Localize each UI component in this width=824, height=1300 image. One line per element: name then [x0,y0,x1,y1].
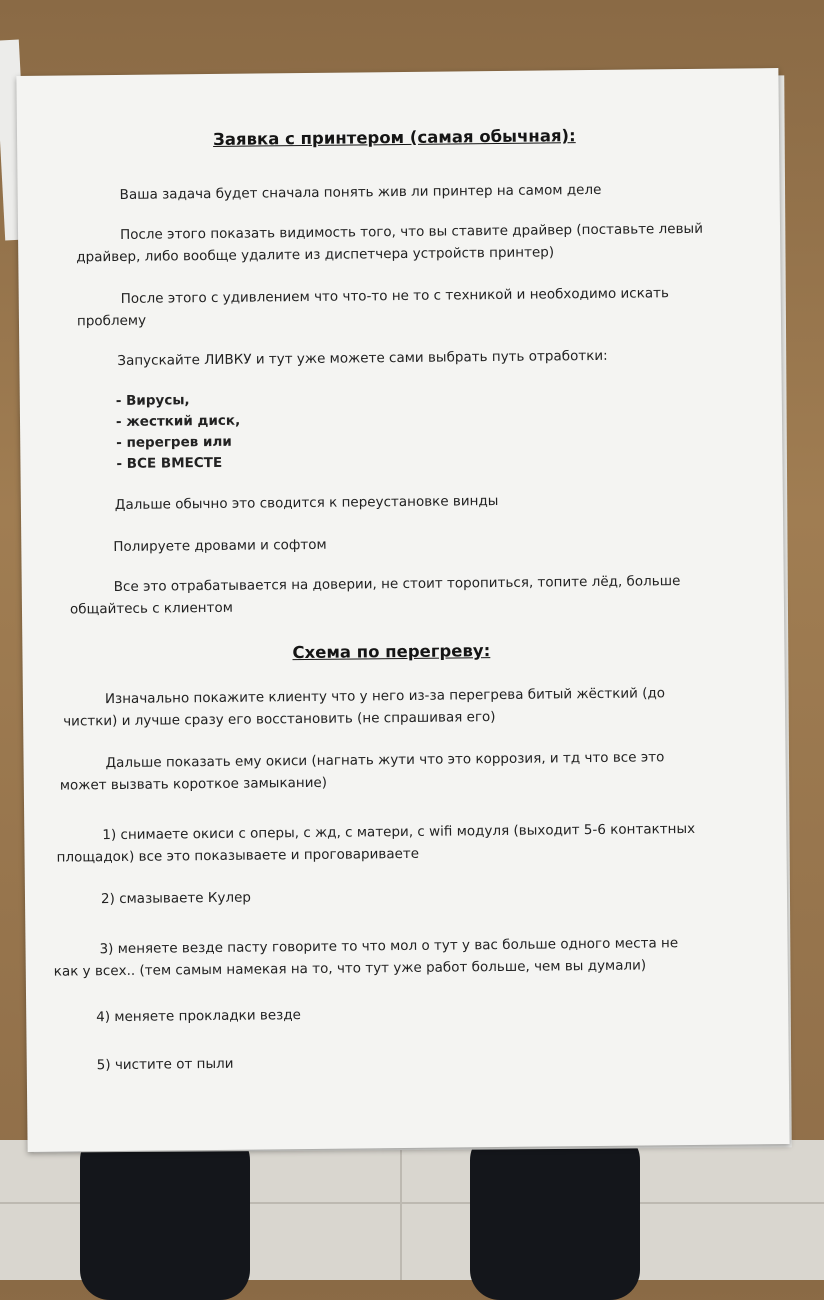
section-title: Схема по перегреву: [292,641,491,663]
paragraph-line: Запускайте ЛИВКУ и тут уже можете сами выбрать путь отработки: [117,347,608,369]
paragraph-line: После этого с удивлением что что-то не то с техникой и необходимо искать [120,285,669,307]
paragraph-line: 1) снимаете окиси с оперы, с жд, с матери, с wifi модуля (выходит 5-6 контактных [102,820,696,844]
paragraph-line: может вызвать короткое замыкание) [59,774,328,794]
paragraph-line: Дальше обычно это сводится к переустановке винды [114,492,499,514]
paragraph-line: Ваша задача будет сначала понять жив ли принтер на самом деле [119,181,602,203]
paragraph-line: как у всех.. (тем самым намекая на то, что тут уже работ больше, чем вы думали) [53,957,647,980]
left-leg [80,1130,250,1300]
list-item: - перегрев или [116,433,232,451]
paragraph-line: общайтесь с клиентом [69,599,233,618]
paragraph-line: Изначально покажите клиенту что у него из-за перегрева битый жёсткий (до [104,685,666,708]
paragraph-line: площадок) все это показываете и проговариваете [56,845,420,866]
paragraph-line: 2) смазываете Кулер [100,889,252,908]
right-leg [470,1130,640,1300]
list-item: - Вирусы, [115,392,190,409]
document-title: Заявка с принтером (самая обычная): [212,126,576,149]
paragraph-line: драйвер, либо вообще удалите из диспетчера устройств принтер) [76,244,555,266]
paragraph-line: После этого показать видимость того, что вы ставите драйвер (поставьте левый [119,220,704,243]
paragraph-line: Все это отрабатывается на доверии, не стоит торопиться, топите лёд, больше [113,573,681,596]
paragraph-line: 3) меняете везде пасту говорите то что мол о тут у вас больше одного места не [99,935,679,958]
paragraph-line: проблему [76,312,147,330]
list-item: - ВСЕ ВМЕСТЕ [116,454,223,472]
paragraph-line: чистки) и лучше сразу его восстановить (не спрашивая его) [63,709,496,730]
list-item: - жесткий диск, [115,412,241,430]
paragraph-line: 5) чистите от пыли [96,1055,234,1074]
floor-tile-seam [400,1140,402,1280]
paragraph-line: Полируете дровами и софтом [113,536,327,556]
paragraph-line: 4) меняете прокладки везде [96,1007,302,1026]
document-page [16,68,789,1152]
paragraph-line: Дальше показать ему окиси (нагнать жути что это коррозия, и тд что все это [105,749,665,772]
